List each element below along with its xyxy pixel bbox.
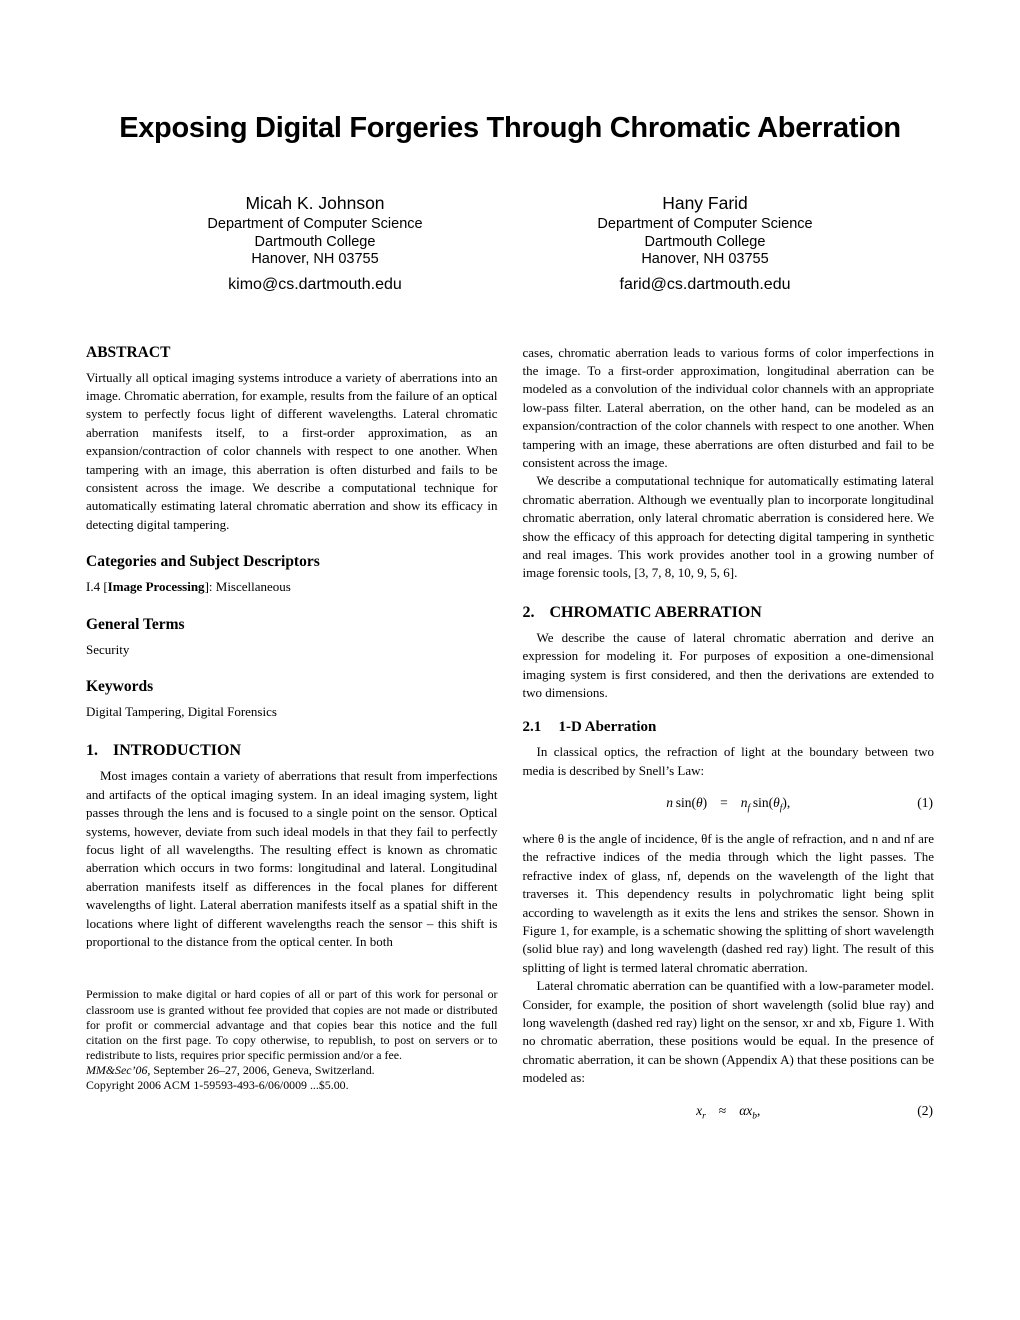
venue-name: MM&Sec’06, [86,1062,151,1077]
math-relation: ≈ [718,1102,727,1118]
math-close: ), [782,795,791,811]
math-subscript: f [779,803,783,814]
two-column-body [0,344,1020,1138]
author-address: Hanover, NH 03755 [251,251,379,267]
introduction-text: Most images contain a variety of aberrations that result from imperfections and artifacts of the optical imaging system. In an ideal imaging system, light passes through the lens and is focused to a single point on the sensor. Optical systems, however, deviate from such ideal models in that they fail to perfectly focus light of all wavelengths. The resulting effect is known as chromatic aberration which occurs in two forms: longitudinal and lateral. Longitudinal aberration manifests itself as differences in the focal planes for different wavelengths of light. Lateral aberration manifests itself as a spatial shift in the locations where light of different wavelengths reach the sensor – this shift is proportional to the distance from the optical center. In both [86,768,498,950]
keywords-text: Digital Tampering, Digital Forensics [86,703,277,719]
equation-number: (2) [917,1102,933,1118]
categories-code-bold: Image Processing [107,579,205,595]
math-close: ) [702,795,708,811]
chromatic-aberration-heading [523,604,935,622]
refraction-explanation-text: where θ is the angle of incidence, θf is the angle of refraction, and n and nf are the refractive indices of the media through which the light passes. The refractive index of glass, nf, depends on the wavelength of the light that traverses it. This dependency results in polychromatic light being split according to wavelength as it exits the lens and strikes the sensor. Shown in Figure 1, for example, is a schematic showing the splitting of short wavelength (solid blue ray) and long wavelength (dashed red ray) light. The result of this splitting of light is termed lateral chromatic aberration. [522,830,934,975]
continuation-text: cases, chromatic aberration leads to various forms of color imperfections in the image. To a first-order approximation, longitudinal aberration can be modeled as a convolution of the individual color channels with an appropriate low-pass filter. Lateral aberration, on the other hand, can be modeled as an expansion/contraction of the color channels with respect to one another. When tampering with an image, these aberrations are often disturbed and fail to be consistent across the image. [522,344,934,470]
math-close: , [757,1102,761,1118]
authors-row [0,193,1020,294]
categories-text [86,578,498,596]
venue-date-location: September 26–27, 2006, Geneva, Switzerland. [150,1062,375,1077]
categories-code-prefix: I.4 [ [86,579,108,595]
author-department: Department of Computer Science [597,216,813,232]
math-subscript: f [747,803,751,814]
equation-2-math [696,1102,761,1122]
author-name: Hany Farid [662,193,748,213]
author-institution: Dartmouth College [254,233,376,250]
permission-text: Permission to make digital or hard copies of all or part of this work for personal or classroom use is granted without fee provided that copies are not made or distributed for profit or commercial advantage and that copies bear this notice and the full citation on the first page. To copy otherwise, to republish, to post on servers or to redistribute to lists, requires prior specific permission and/or a fee. [86,987,498,1062]
math-subscript: r [702,1111,706,1122]
abstract-text: Virtually all optical imaging systems introduce a variety of aberrations into an image. Chromatic aberration, for example, results from the failure of an optical system to perfectly focus light of different wavelengths. Lateral chromatic aberration manifests itself, to a first-order approximation, as an expansion/contraction of color channels with respect to one another. When tampering with an image, this aberration is often disturbed and fails to be consistent across the image. We describe a computational technique for automatically estimating lateral chromatic aberration and show its efficacy in detecting digital tampering. [86,369,498,532]
section-title: CHROMATIC ABERRATION [549,603,762,621]
math-var: αx [739,1102,753,1118]
equation-2 [523,1102,935,1126]
introduction-heading [86,742,498,760]
copyright-footnote [86,987,498,1093]
equation-1 [523,794,935,818]
paper-title: Exposing Digital Forgeries Through Chromatic Aberration [119,112,901,144]
author-address: Hanover, NH 03755 [641,251,769,267]
math-fn: sin( [675,795,696,811]
chromatic-aberration-text: We describe the cause of lateral chromatic aberration and derive an expression for modeling it. For purposes of exposition a one-dimensional imaging system is first considered, and then the derivations are extended to two dimensions. [522,629,934,700]
categories-code-suffix: ]: Miscellaneous [204,579,291,595]
math-var: n [666,795,674,811]
author-block-farid [510,193,900,294]
right-column [523,344,935,1138]
math-var: θ [695,795,703,811]
categories-heading: Categories and Subject Descriptors [86,553,320,571]
math-subscript: b [752,1111,758,1122]
author-name: Micah K. Johnson [245,193,385,213]
low-parameter-model-text: Lateral chromatic aberration can be quantified with a low-parameter model. Consider, for example, the position of short wavelength (solid blue ray) and long wavelength (dashed red ray) light on the sensor, xr and xb, Figure 1. With no chromatic aberration, these positions would be equal. In the presence of chromatic aberration, it can be shown (Appendix A) that these positions can be modeled as: [522,978,934,1086]
section-number: 1. [86,742,98,760]
equation-1-math [666,795,791,814]
keywords-heading: Keywords [86,677,154,695]
left-column [86,344,498,1138]
math-fn: sin( [752,795,774,811]
general-terms-heading: General Terms [86,615,185,633]
author-email: kimo@cs.dartmouth.edu [228,275,402,293]
subsection-number: 2.1 [522,719,542,736]
equation-number: (1) [917,795,933,811]
math-var: n [740,795,748,811]
abstract-heading: ABSTRACT [86,343,171,361]
technique-overview-text: We describe a computational technique for automatically estimating lateral chromatic aberration. Although we eventually plan to incorporate longitudinal chromatic aberration, only lateral chromatic aberration is considered here. We show the efficacy of this approach for detecting digital tampering in synthetic and real images. This work provides another tool in a growing number of image forensic tools, [3, 7, 8, 10, 9, 5, 6]. [522,473,934,581]
math-relation: = [720,795,728,811]
author-email: farid@cs.dartmouth.edu [619,275,791,293]
subsection-title: 1-D Aberration [558,719,657,736]
math-var: θ [773,795,780,811]
section-title: INTRODUCTION [113,742,242,760]
venue-line [86,1063,498,1078]
copyright-line: Copyright 2006 ACM 1-59593-493-6/06/0009 ...$5.00. [86,1078,349,1092]
general-terms-text: Security [86,641,130,657]
author-institution: Dartmouth College [644,233,766,250]
snells-law-text: In classical optics, the refraction of light at the boundary between two media is described by Snell’s Law: [522,744,934,778]
math-var: x [696,1102,703,1118]
section-number: 2. [522,603,535,621]
author-department: Department of Computer Science [207,216,423,232]
author-block-johnson [120,193,510,294]
1d-aberration-heading [523,719,935,736]
